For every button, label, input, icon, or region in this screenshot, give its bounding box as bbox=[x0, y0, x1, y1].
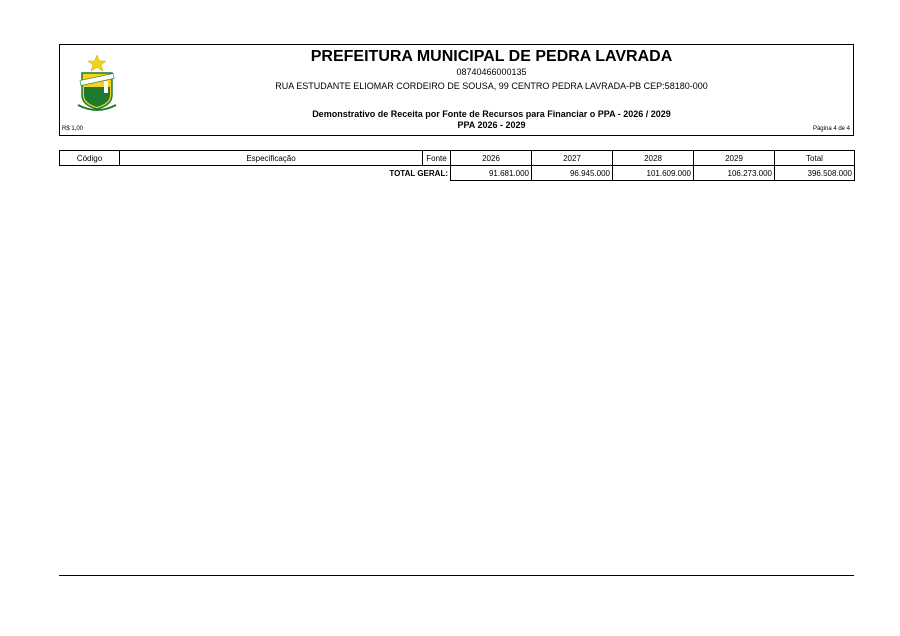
cnpj: 08740466000135 bbox=[456, 67, 527, 77]
column-header: Total bbox=[775, 151, 855, 166]
report-title: Demonstrativo de Receita por Fonte de Recursos para Financiar o PPA - 2026 / 2029 bbox=[312, 109, 671, 119]
column-header: 2027 bbox=[532, 151, 613, 166]
currency-unit: R$ 1,00 bbox=[62, 126, 84, 132]
total-value: 101.609.000 bbox=[613, 166, 694, 181]
column-header: 2026 bbox=[451, 151, 532, 166]
org-title: PREFEITURA MUNICIPAL DE PEDRA LAVRADA bbox=[310, 48, 673, 65]
column-header: Fonte bbox=[423, 151, 451, 166]
revenue-table bbox=[59, 150, 855, 181]
column-header: 2028 bbox=[613, 151, 694, 166]
total-value: 96.945.000 bbox=[532, 166, 613, 181]
column-header: 2029 bbox=[694, 151, 775, 166]
report-header bbox=[59, 44, 854, 136]
total-value: 106.273.000 bbox=[694, 166, 775, 181]
page-number: Página 4 de 4 bbox=[812, 126, 850, 132]
total-row bbox=[60, 166, 855, 181]
address: RUA ESTUDANTE ELIOMAR CORDEIRO DE SOUSA, 99 CENTRO PEDRA LAVRADA-PB CEP:58180-000 bbox=[275, 81, 708, 91]
total-value: 396.508.000 bbox=[775, 166, 855, 181]
footer-divider bbox=[59, 575, 854, 576]
report-subtitle: PPA 2026 - 2029 bbox=[457, 120, 526, 130]
column-header: Código bbox=[60, 151, 120, 166]
total-label: TOTAL GERAL: bbox=[389, 168, 448, 178]
column-header: Especificação bbox=[120, 151, 423, 166]
table-header-row bbox=[60, 151, 855, 166]
total-value: 91.681.000 bbox=[451, 166, 532, 181]
